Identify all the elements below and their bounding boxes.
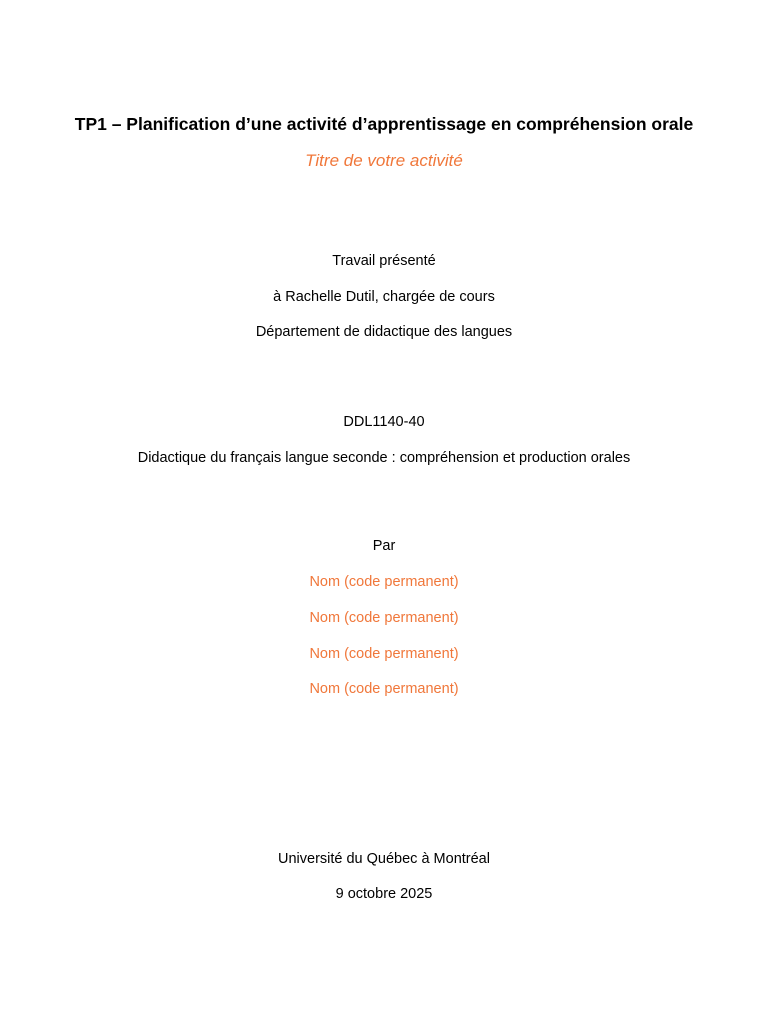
author-name-placeholder: Nom (code permanent)	[309, 610, 459, 626]
author-name-placeholder: Nom (code permanent)	[309, 574, 459, 590]
document-title: TP1 – Planification d’une activité d’apprentissage en compréhension orale	[74, 114, 694, 134]
author-name-placeholder: Nom (code permanent)	[309, 646, 459, 662]
presented-label: Travail présenté	[332, 253, 436, 269]
department-line: Département de didactique des langues	[255, 324, 513, 340]
course-code: DDL1140-40	[343, 414, 425, 430]
instructor-line: à Rachelle Dutil, chargée de cours	[273, 289, 495, 305]
course-name: Didactique du français langue seconde : compréhension et production orales	[137, 450, 631, 466]
institution-name: Université du Québec à Montréal	[278, 851, 490, 867]
submission-date: 9 octobre 2025	[335, 886, 433, 902]
author-name-placeholder: Nom (code permanent)	[309, 681, 459, 697]
authors-label: Par	[372, 538, 396, 554]
activity-title-placeholder: Titre de votre activité	[305, 151, 463, 170]
